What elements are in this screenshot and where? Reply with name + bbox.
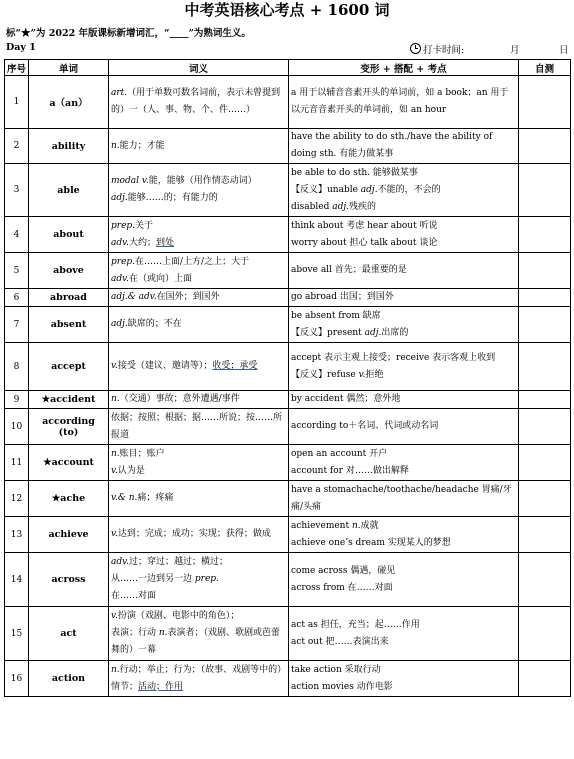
- text-line: [111, 662, 286, 696]
- part-of-speech: adj.: [332, 201, 349, 212]
- word-cell: ★accident: [29, 391, 109, 409]
- self-test-cell[interactable]: [519, 553, 571, 607]
- self-test-cell[interactable]: [519, 661, 571, 697]
- part-of-speech: adv.: [111, 273, 130, 284]
- part-of-speech: adj.: [111, 319, 128, 329]
- text-segment: 接受（建议、邀请等）；: [117, 361, 213, 371]
- text-line: [111, 254, 286, 271]
- row-number: 16: [5, 661, 29, 697]
- text-segment: accept 表示主观上接受；receive 表示客观上收到: [291, 352, 496, 363]
- text-segment: 扮演（戏剧、电影中的角色）；: [117, 611, 240, 621]
- part-of-speech: n.: [111, 394, 120, 404]
- row-number: 12: [5, 481, 29, 517]
- text-line: [291, 518, 516, 535]
- row-number: 2: [5, 129, 29, 164]
- table-row: [5, 553, 571, 607]
- part-of-speech: modal v.: [111, 176, 149, 186]
- text-line: [111, 625, 286, 659]
- new-meaning-text: 到处: [156, 237, 175, 248]
- text-segment: 【反义】refuse: [291, 369, 359, 380]
- self-test-cell[interactable]: [519, 217, 571, 253]
- text-segment: 达到；完成；成功；实现；获得；做成: [117, 529, 271, 539]
- word-cell: ability: [29, 129, 109, 164]
- row-number: 15: [5, 607, 29, 661]
- meaning-cell: [109, 217, 289, 253]
- text-line: [291, 617, 516, 634]
- text-segment: 不能的，不会的: [377, 184, 441, 195]
- text-segment: 表演；行动: [111, 628, 159, 638]
- text-segment: 依据；按照；根据；据……所说；按……所报道: [111, 412, 283, 440]
- table-row: [5, 391, 571, 409]
- usage-cell: [289, 289, 519, 307]
- punch-label: 打卡时间:: [423, 45, 465, 56]
- text-line: [111, 358, 286, 375]
- text-segment: 成就: [360, 520, 379, 531]
- text-segment: go abroad 出国；到国外: [291, 292, 394, 302]
- self-test-cell[interactable]: [519, 409, 571, 445]
- day-header: [6, 42, 568, 58]
- table-row: [5, 164, 571, 217]
- text-segment: 能，能够（用作情态动词）: [148, 176, 257, 186]
- self-test-cell[interactable]: [519, 445, 571, 481]
- row-number: 13: [5, 517, 29, 553]
- text-segment: according to＋名词、代词或动名词: [291, 421, 439, 431]
- self-test-cell[interactable]: [519, 76, 571, 129]
- text-segment: have a stomachache/toothache/headache 胃痛/牙痛/头痛: [291, 484, 512, 512]
- usage-cell: [289, 517, 519, 553]
- text-segment: 在……对面: [111, 591, 157, 601]
- text-line: [291, 308, 516, 325]
- text-line: [291, 367, 516, 384]
- word-cell: about: [29, 217, 109, 253]
- text-line: [111, 138, 286, 155]
- text-line: [291, 289, 516, 306]
- text-line: [291, 129, 516, 163]
- meaning-cell: [109, 289, 289, 307]
- word-cell: above: [29, 253, 109, 289]
- day-word-label: 日: [559, 45, 569, 56]
- table-row: [5, 217, 571, 253]
- text-segment: disabled: [291, 201, 333, 212]
- text-line: [291, 350, 516, 367]
- part-of-speech: adj.: [111, 193, 128, 203]
- text-segment: 过；穿过；越过；横过；: [129, 557, 229, 567]
- usage-cell: [289, 76, 519, 129]
- table-row: [5, 607, 571, 661]
- usage-cell: [289, 164, 519, 217]
- text-line: [291, 235, 516, 252]
- table-row: [5, 517, 571, 553]
- word-cell: absent: [29, 307, 109, 343]
- text-segment: 拒绝: [365, 369, 384, 380]
- word-cell: across: [29, 553, 109, 607]
- text-segment: take action 采取行动: [291, 664, 381, 675]
- text-segment: 账目；账户: [119, 448, 165, 459]
- table-row: [5, 76, 571, 129]
- new-meaning-text: 收受；承受: [212, 361, 258, 371]
- usage-cell: [289, 607, 519, 661]
- word-cell: action: [29, 661, 109, 697]
- month-label: 月: [510, 45, 520, 56]
- meaning-cell: [109, 553, 289, 607]
- self-test-cell[interactable]: [519, 289, 571, 307]
- header-no: 序号: [5, 60, 29, 76]
- text-segment: above all 首先；最重要的是: [291, 265, 407, 275]
- text-line: [111, 410, 286, 444]
- part-of-speech: n.: [351, 520, 361, 531]
- new-meaning-text: 活动；作用: [138, 681, 184, 692]
- text-line: [291, 535, 516, 552]
- text-line: [291, 482, 516, 516]
- row-number: 3: [5, 164, 29, 217]
- row-number: 8: [5, 343, 29, 391]
- usage-cell: [289, 307, 519, 343]
- meaning-cell: [109, 409, 289, 445]
- text-segment: 表演者；（戏剧、歌剧或芭蕾舞的）一幕: [111, 628, 281, 655]
- text-segment: think about 考虑 hear about 听说: [291, 220, 438, 231]
- self-test-cell[interactable]: [519, 481, 571, 517]
- part-of-speech: prep.: [194, 574, 219, 584]
- vocabulary-table: [4, 59, 571, 697]
- text-segment: 从……一边到另一边: [111, 574, 195, 584]
- text-line: [291, 182, 516, 199]
- part-of-speech: v.: [358, 369, 366, 380]
- text-line: [291, 85, 516, 119]
- text-line: [111, 235, 286, 252]
- legend-note: 标“★”为 2022 年版课标新增词汇，“____”为熟词生义。: [6, 28, 251, 39]
- text-line: [111, 218, 286, 235]
- usage-cell: [289, 217, 519, 253]
- text-segment: 能力；才能: [119, 140, 165, 151]
- text-line: [291, 446, 516, 463]
- self-test-cell[interactable]: [519, 253, 571, 289]
- part-of-speech: n.: [111, 448, 120, 459]
- word-cell: ★account: [29, 445, 109, 481]
- text-segment: action movies 动作电影: [291, 681, 393, 692]
- text-line: [111, 463, 286, 480]
- table-header-row: [5, 60, 571, 76]
- text-line: [111, 554, 286, 571]
- text-segment: have the ability to do sth./have the ability of doing sth. 有能力做某事: [291, 132, 493, 159]
- text-line: [291, 165, 516, 182]
- text-segment: 在国外；到国外: [156, 292, 220, 302]
- text-segment: 出席的: [381, 327, 409, 338]
- meaning-cell: [109, 76, 289, 129]
- text-line: [291, 662, 516, 679]
- text-segment: achieve one’s dream 实现某人的梦想: [291, 537, 451, 548]
- text-line: [111, 289, 286, 306]
- table-row: [5, 445, 571, 481]
- clock-icon: [410, 43, 421, 54]
- table-row: [5, 661, 571, 697]
- text-line: [291, 679, 516, 696]
- table-row: [5, 409, 571, 445]
- text-line: [291, 418, 516, 435]
- text-segment: act as 担任，充当；起……作用: [291, 619, 420, 630]
- header-meaning: 词义: [109, 60, 289, 76]
- self-test-cell[interactable]: [519, 517, 571, 553]
- text-line: [291, 580, 516, 597]
- document-title: 中考英语核心考点 + 1600 词: [184, 1, 390, 19]
- text-segment: a 用于以辅音音素开头的单词前，如 a book；an 用于以元音音素开头的单词前，如 an hour: [291, 88, 509, 115]
- part-of-speech: v.: [111, 529, 118, 539]
- meaning-cell: [109, 307, 289, 343]
- text-segment: worry about 担心 talk about 谈论: [291, 237, 438, 248]
- text-segment: 认为是: [117, 465, 145, 476]
- table-row: [5, 481, 571, 517]
- text-segment: 残疾的: [349, 201, 377, 212]
- row-number: 10: [5, 409, 29, 445]
- header-usage: 变形 + 搭配 + 考点: [289, 60, 519, 76]
- row-number: 9: [5, 391, 29, 409]
- text-segment: 缺席的；不在: [127, 319, 182, 329]
- text-segment: 【反义】present: [291, 327, 365, 338]
- table-row: [5, 289, 571, 307]
- row-number: 7: [5, 307, 29, 343]
- text-line: [111, 316, 286, 333]
- word-cell: act: [29, 607, 109, 661]
- word-cell: achieve: [29, 517, 109, 553]
- part-of-speech: v.: [111, 465, 118, 476]
- self-test-cell[interactable]: [519, 343, 571, 391]
- part-of-speech: v.& n.: [111, 493, 138, 503]
- text-segment: open an account 开户: [291, 448, 388, 459]
- text-line: [291, 563, 516, 580]
- text-segment: （交通）事故；意外遭遇/事件: [119, 394, 240, 404]
- text-segment: 行动；举止；行为；（故事、戏剧等中的）情节；: [111, 664, 282, 692]
- usage-cell: [289, 253, 519, 289]
- part-of-speech: adj.& adv.: [111, 292, 157, 302]
- table-row: [5, 307, 571, 343]
- meaning-cell: [109, 481, 289, 517]
- part-of-speech: n.: [111, 140, 120, 151]
- text-line: [111, 173, 286, 190]
- usage-cell: [289, 129, 519, 164]
- part-of-speech: v.: [111, 361, 118, 371]
- meaning-cell: [109, 607, 289, 661]
- part-of-speech: adj.: [364, 327, 382, 338]
- meaning-cell: [109, 661, 289, 697]
- usage-cell: [289, 343, 519, 391]
- day-label: Day 1: [6, 42, 36, 53]
- row-number: 5: [5, 253, 29, 289]
- text-segment: be absent from 缺席: [291, 310, 381, 321]
- meaning-cell: [109, 517, 289, 553]
- text-segment: come across 偶遇，碰见: [291, 565, 396, 576]
- self-test-cell[interactable]: [519, 307, 571, 343]
- text-segment: 在……上面/上方/之上；大于: [135, 256, 250, 267]
- text-segment: 关于: [135, 220, 154, 231]
- header-self-test: 自测: [519, 60, 571, 76]
- text-segment: （用于单数可数名词前，表示未曾提到的）一（人、事、物、个、件……）: [111, 88, 281, 115]
- word-cell: a（an）: [29, 76, 109, 129]
- text-line: [111, 526, 286, 543]
- word-cell: accept: [29, 343, 109, 391]
- text-segment: by accident 偶然；意外地: [291, 394, 401, 404]
- part-of-speech: prep.: [111, 220, 136, 231]
- table-row: [5, 129, 571, 164]
- word-cell: abroad: [29, 289, 109, 307]
- text-segment: 大约；: [129, 237, 157, 248]
- text-line: [111, 446, 286, 463]
- self-test-cell[interactable]: [519, 164, 571, 217]
- self-test-cell[interactable]: [519, 129, 571, 164]
- part-of-speech: adv.: [111, 557, 130, 567]
- part-of-speech: prep.: [111, 256, 136, 267]
- table-row: [5, 253, 571, 289]
- text-segment: 【反义】unable: [291, 184, 361, 195]
- meaning-cell: [109, 129, 289, 164]
- text-line: [291, 325, 516, 342]
- meaning-cell: [109, 445, 289, 481]
- text-segment: be able to do sth. 能够做某事: [291, 167, 418, 178]
- text-line: [111, 490, 286, 507]
- text-line: [111, 571, 286, 588]
- text-segment: 能够……的；有能力的: [127, 193, 218, 203]
- self-test-cell[interactable]: [519, 607, 571, 661]
- text-segment: achievement: [291, 520, 352, 531]
- word-cell: able: [29, 164, 109, 217]
- row-number: 1: [5, 76, 29, 129]
- part-of-speech: art.: [111, 88, 128, 98]
- self-test-cell[interactable]: [519, 391, 571, 409]
- text-line: [291, 262, 516, 279]
- text-line: [111, 391, 286, 408]
- row-number: 6: [5, 289, 29, 307]
- word-cell: according (to): [29, 409, 109, 445]
- meaning-cell: [109, 164, 289, 217]
- text-line: [291, 391, 516, 408]
- text-segment: account for 对……做出解释: [291, 465, 409, 476]
- meaning-cell: [109, 343, 289, 391]
- text-line: [111, 588, 286, 605]
- text-line: [111, 190, 286, 207]
- text-line: [291, 463, 516, 480]
- row-number: 14: [5, 553, 29, 607]
- text-segment: act out 把……表演出来: [291, 636, 389, 647]
- part-of-speech: adv.: [111, 237, 130, 248]
- text-line: [111, 271, 286, 288]
- part-of-speech: v.: [111, 611, 118, 621]
- table-row: [5, 343, 571, 391]
- usage-cell: [289, 445, 519, 481]
- row-number: 4: [5, 217, 29, 253]
- text-line: [111, 85, 286, 119]
- meaning-cell: [109, 253, 289, 289]
- usage-cell: [289, 481, 519, 517]
- usage-cell: [289, 409, 519, 445]
- part-of-speech: n.: [158, 628, 168, 638]
- meaning-cell: [109, 391, 289, 409]
- usage-cell: [289, 553, 519, 607]
- usage-cell: [289, 661, 519, 697]
- part-of-speech: adj.: [360, 184, 378, 195]
- word-cell: ★ache: [29, 481, 109, 517]
- text-segment: across from 在……对面: [291, 582, 393, 593]
- text-line: [291, 634, 516, 651]
- punch-time: [410, 42, 464, 56]
- usage-cell: [289, 391, 519, 409]
- text-line: [111, 608, 286, 625]
- header-word: 单词: [29, 60, 109, 76]
- row-number: 11: [5, 445, 29, 481]
- part-of-speech: n.: [111, 664, 120, 675]
- text-segment: 在（或向）上面: [129, 273, 193, 284]
- text-line: [291, 199, 516, 216]
- text-line: [291, 218, 516, 235]
- text-segment: 痛；疼痛: [137, 493, 174, 503]
